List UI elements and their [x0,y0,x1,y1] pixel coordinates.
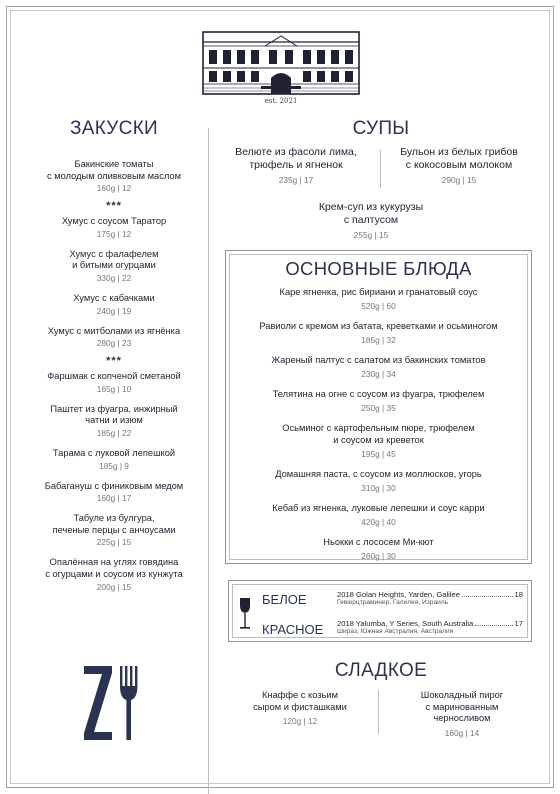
menu-item [229,536,528,562]
main-dish-price: 260g | 30 [361,551,396,561]
soups-divider [380,150,381,188]
main-dish-name: Каре ягненка, рис бириани и гранатовый соус [279,287,478,297]
dessert-item [230,690,370,727]
red-wine-grapes: Шираз, Южная Австралия, Австралия [337,628,454,635]
main-dish-name: Жареный палтус с салатом из бакинских томатов [271,355,486,365]
menu-item [30,159,198,194]
mains-section [229,258,528,570]
main-dish-price: 520g | 60 [361,301,396,311]
dish-name: Хумус с митболами из ягнёнка [47,325,181,336]
dessert-name: Шоколадный пирог с маринованным черносливом [420,690,504,724]
building-logo-icon [201,28,361,96]
menu-item [229,354,528,380]
dessert-price: 120g | 12 [282,716,318,727]
white-wine-price: 18 [514,590,523,599]
soup-item [216,146,376,186]
dish-price: 175g | 12 [96,228,132,239]
soup-name: Бульон из белых грибов с кокосовым молоком [400,146,518,171]
dish-price: 185g | 9 [99,460,129,471]
separator-stars: *** [106,355,122,368]
soup-price: 255g | 15 [353,230,389,240]
dish-price: 160g | 17 [96,493,132,504]
main-dish-name: Домашняя паста, с соусом из моллюсков, угорь [275,469,482,479]
white-wine-label: БЕЛОЕ [262,592,307,607]
soups-title: СУПЫ [352,118,410,139]
dessert-item [392,690,532,739]
menu-item [30,513,198,548]
red-wine-price: 17 [514,619,523,628]
main-dish-price: 185g | 32 [361,335,396,345]
dish-price: 185g | 22 [96,427,132,438]
dish-price: 160g | 12 [96,183,132,194]
main-dish-name: Кебаб из ягненка, луковые лепешки и соус карри [272,503,485,513]
menu-item [30,448,198,472]
main-dish-name: Ньокки с лососем Ми-кют [323,537,434,547]
menu-item [30,371,198,395]
dish-name: Фаршмак с копченой сметаной [47,371,181,382]
white-wine-grapes: Гевюрцтраминер, Галилея, Израиль [337,599,449,606]
main-dish-price: 310g | 30 [361,483,396,493]
dish-name: Бабагануш с финиковым медом [44,480,184,491]
starters-title: ЗАКУСКИ [69,118,159,139]
dish-name: Хумус с кабачками [73,292,155,303]
dish-name: Опалённая на углях говядина с огурцами и соусом из кунжута [45,557,183,579]
menu-item [30,557,198,592]
z-fork-logo-icon [82,666,144,747]
menu-item [229,388,528,414]
starters-section [30,118,198,602]
restaurant-logo [199,28,363,108]
menu-item [30,481,198,505]
menu-item [30,216,198,240]
main-dish-name: Осьминог с картофельным пюре, трюфелем и соусом из креветок [282,423,475,445]
soup-name: Велюте из фасоли лима, трюфель и ягненок [235,146,357,171]
main-dish-price: 195g | 45 [361,449,396,459]
red-wine-label: КРАСНОЕ [262,622,324,637]
red-wine-entry [337,619,523,636]
dish-price: 280g | 23 [96,338,132,349]
menu-item [30,404,198,439]
menu-item [30,249,198,284]
mains-title: ОСНОВНЫЕ БЛЮДА [285,258,472,279]
dish-price: 240g | 19 [96,305,132,316]
white-wine-name: 2018 Golan Heights, Yarden, Galilee [337,590,460,599]
menu-item [229,502,528,528]
main-dish-price: 420g | 40 [361,517,396,527]
established-year: est. 2021 [264,97,298,105]
dish-price: 330g | 22 [96,272,132,283]
soup-price: 235g | 17 [278,175,314,185]
soup-price: 290g | 15 [441,175,477,185]
menu-item [229,468,528,494]
desserts-divider [378,690,379,734]
dessert-name: Кнаффе с козьим сыром и фисташками [253,690,347,712]
dish-price: 225g | 15 [96,537,132,548]
column-divider [208,128,209,794]
soup-item [296,201,446,241]
dish-price: 165g | 10 [96,383,132,394]
menu-item [229,286,528,312]
menu-item [229,320,528,346]
dish-name: Паштет из фуагра, инжирный чатни и изюм [50,403,178,426]
dish-name: Табуле из булгура, печеные перцы с анчоусами [52,513,176,535]
wine-glass-icon [238,596,252,637]
main-dish-price: 230g | 34 [361,369,396,379]
dish-name: Хумус с фалафелем и битыми огурцами [69,248,159,271]
dish-name: Хумус с соусом Таратор [61,216,167,227]
menu-item [229,422,528,460]
dish-name: Тарама с луковой лепешкой [52,447,176,458]
menu-item [30,326,198,350]
soup-item [384,146,534,186]
red-wine-name: 2018 Yalumba, Y Series, South Australia [337,619,474,628]
separator-stars: *** [106,200,122,213]
dessert-price: 160g | 14 [444,727,480,738]
white-wine-entry [337,590,523,607]
menu-item [30,293,198,317]
dish-price: 200g | 15 [96,581,132,592]
dish-name: Бакинские томаты с молодым оливковым маслом [47,159,181,181]
soup-name: Крем-суп из кукурузы с палтусом [318,201,424,226]
main-dish-name: Телятина на огне с соусом из фуагра, трюфелем [272,389,485,399]
desserts-title: СЛАДКОЕ [334,660,428,681]
main-dish-name: Равиоли с кремом из батата, креветками и осьминогом [259,321,498,331]
main-dish-price: 250g | 35 [361,403,396,413]
